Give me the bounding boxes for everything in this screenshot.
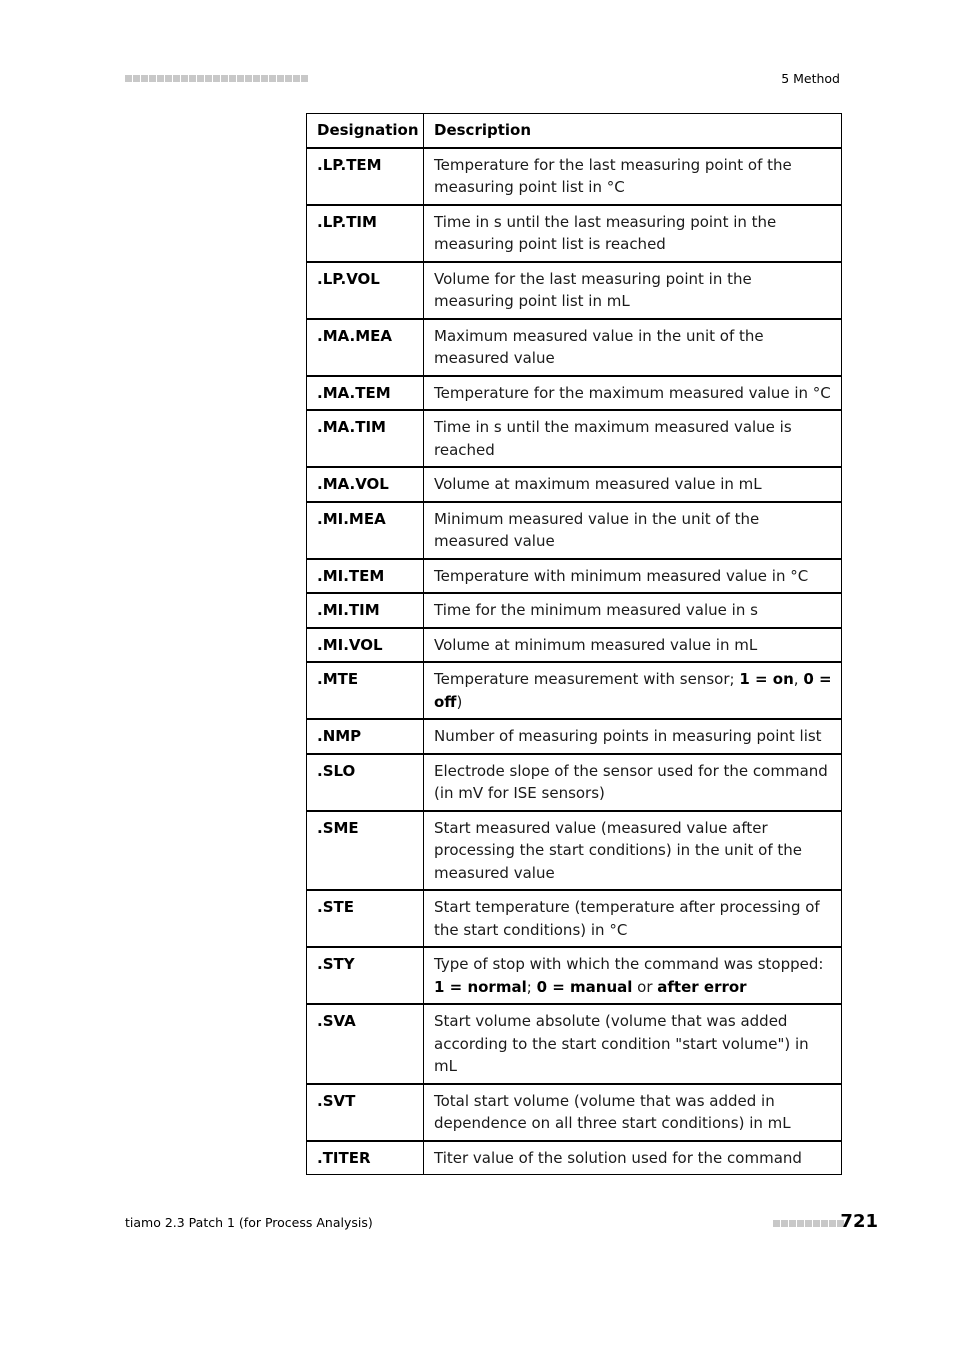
description-text: Volume at minimum measured value in mL bbox=[434, 635, 758, 654]
designation-cell: .MA.TIM bbox=[307, 410, 424, 467]
table-row bbox=[307, 1141, 842, 1175]
header-decoration bbox=[125, 75, 308, 82]
table-row bbox=[307, 376, 842, 411]
description-cell bbox=[424, 376, 842, 411]
description-cell bbox=[424, 559, 842, 594]
description-cell bbox=[424, 1084, 842, 1141]
designation-cell: .SVA bbox=[307, 1004, 424, 1084]
designation-cell: .SLO bbox=[307, 754, 424, 811]
description-emphasis: 1 = on bbox=[739, 670, 794, 688]
description-cell bbox=[424, 811, 842, 891]
table-row bbox=[307, 719, 842, 754]
description-emphasis: 0 = manual bbox=[536, 977, 633, 996]
designation-cell: .LP.TEM bbox=[307, 148, 424, 205]
description-text: Temperature for the last measuring point of the measuring point list in °C bbox=[434, 155, 792, 196]
table-row bbox=[307, 467, 842, 502]
description-text: Time in s until the maximum measured value is reached bbox=[434, 418, 792, 459]
designation-cell: .STE bbox=[307, 890, 424, 947]
description-text: Total start volume (volume that was added in dependence on all three start conditions) in mL bbox=[434, 1091, 791, 1132]
description-cell bbox=[424, 754, 842, 811]
description-cell bbox=[424, 719, 842, 754]
description-text: Electrode slope of the sensor used for the command (in mV for ISE sensors) bbox=[434, 761, 828, 802]
description-text: Time for the minimum measured value in s bbox=[434, 601, 758, 619]
description-cell bbox=[424, 410, 842, 467]
designation-cell: .MI.TIM bbox=[307, 593, 424, 628]
table-body bbox=[307, 148, 842, 1175]
designation-cell: .MI.VOL bbox=[307, 628, 424, 663]
description-cell bbox=[424, 467, 842, 502]
description-cell bbox=[424, 148, 842, 205]
description-cell bbox=[424, 628, 842, 663]
table-row bbox=[307, 811, 842, 891]
designation-cell: .MI.TEM bbox=[307, 559, 424, 594]
designation-cell: .NMP bbox=[307, 719, 424, 754]
description-text: Temperature measurement with sensor; bbox=[434, 670, 740, 688]
description-text: , bbox=[793, 670, 804, 688]
table-row bbox=[307, 1084, 842, 1141]
table-row bbox=[307, 1004, 842, 1084]
description-text: Volume at maximum measured value in mL bbox=[434, 475, 762, 493]
table-header-row bbox=[307, 114, 842, 148]
description-text: Type of stop with which the command was stopped: bbox=[434, 955, 824, 973]
table-row bbox=[307, 559, 842, 594]
description-text: Time in s until the last measuring point in the measuring point list is reached bbox=[434, 212, 777, 253]
description-cell bbox=[424, 890, 842, 947]
table-row bbox=[307, 502, 842, 559]
description-text: Titer value of the solution used for the command bbox=[434, 1148, 802, 1167]
description-text: Number of measuring points in measuring point list bbox=[434, 727, 822, 745]
description-text: Minimum measured value in the unit of the measured value bbox=[434, 509, 760, 550]
designation-cell: .STY bbox=[307, 947, 424, 1004]
designation-cell: .MTE bbox=[307, 662, 424, 719]
designation-cell: .SME bbox=[307, 811, 424, 891]
section-title: 5 Method bbox=[781, 71, 840, 86]
variables-table bbox=[306, 113, 842, 1175]
page-number: 721 bbox=[840, 1211, 878, 1232]
table-row bbox=[307, 628, 842, 663]
description-text: Volume for the last measuring point in the measuring point list in mL bbox=[434, 269, 752, 310]
footer-document-title: tiamo 2.3 Patch 1 (for Process Analysis) bbox=[125, 1215, 373, 1230]
description-cell bbox=[424, 662, 842, 719]
footer-decoration bbox=[773, 1220, 844, 1227]
table-row bbox=[307, 205, 842, 262]
description-text: or bbox=[632, 977, 658, 996]
designation-cell: .LP.VOL bbox=[307, 262, 424, 319]
description-cell bbox=[424, 1004, 842, 1084]
designation-cell: .MI.MEA bbox=[307, 502, 424, 559]
description-text: Start measured value (measured value after processing the start conditions) in the unit of the measured value bbox=[434, 818, 802, 882]
designation-cell: .TITER bbox=[307, 1141, 424, 1175]
description-text: ; bbox=[526, 977, 537, 996]
column-header-description: Description bbox=[424, 114, 842, 148]
table-row bbox=[307, 262, 842, 319]
table-row bbox=[307, 148, 842, 205]
designation-cell: .LP.TIM bbox=[307, 205, 424, 262]
designation-cell: .MA.VOL bbox=[307, 467, 424, 502]
description-cell bbox=[424, 1141, 842, 1175]
description-cell bbox=[424, 205, 842, 262]
designation-cell: .SVT bbox=[307, 1084, 424, 1141]
description-cell bbox=[424, 593, 842, 628]
description-text: Maximum measured value in the unit of the measured value bbox=[434, 326, 764, 367]
description-cell bbox=[424, 262, 842, 319]
description-emphasis: 1 = normal bbox=[434, 977, 527, 996]
designation-cell: .MA.TEM bbox=[307, 376, 424, 411]
description-emphasis: 0 = off bbox=[434, 670, 832, 711]
description-text: Start volume absolute (volume that was added according to the start condition "start volume") in mL bbox=[434, 1012, 809, 1075]
table-row bbox=[307, 890, 842, 947]
column-header-designation: Designation bbox=[307, 114, 424, 148]
description-text: Start temperature (temperature after processing of the start conditions) in °C bbox=[434, 898, 820, 939]
description-text: ) bbox=[456, 692, 463, 711]
description-text: Temperature with minimum measured value in °C bbox=[434, 566, 809, 585]
description-text: Temperature for the maximum measured value in °C bbox=[434, 383, 831, 402]
table-row bbox=[307, 319, 842, 376]
description-cell bbox=[424, 502, 842, 559]
table-row bbox=[307, 662, 842, 719]
table-row bbox=[307, 410, 842, 467]
designation-cell: .MA.MEA bbox=[307, 319, 424, 376]
description-cell bbox=[424, 319, 842, 376]
table-row bbox=[307, 947, 842, 1004]
table-row bbox=[307, 593, 842, 628]
table-row bbox=[307, 754, 842, 811]
description-cell bbox=[424, 947, 842, 1004]
description-emphasis: after error bbox=[657, 977, 747, 996]
